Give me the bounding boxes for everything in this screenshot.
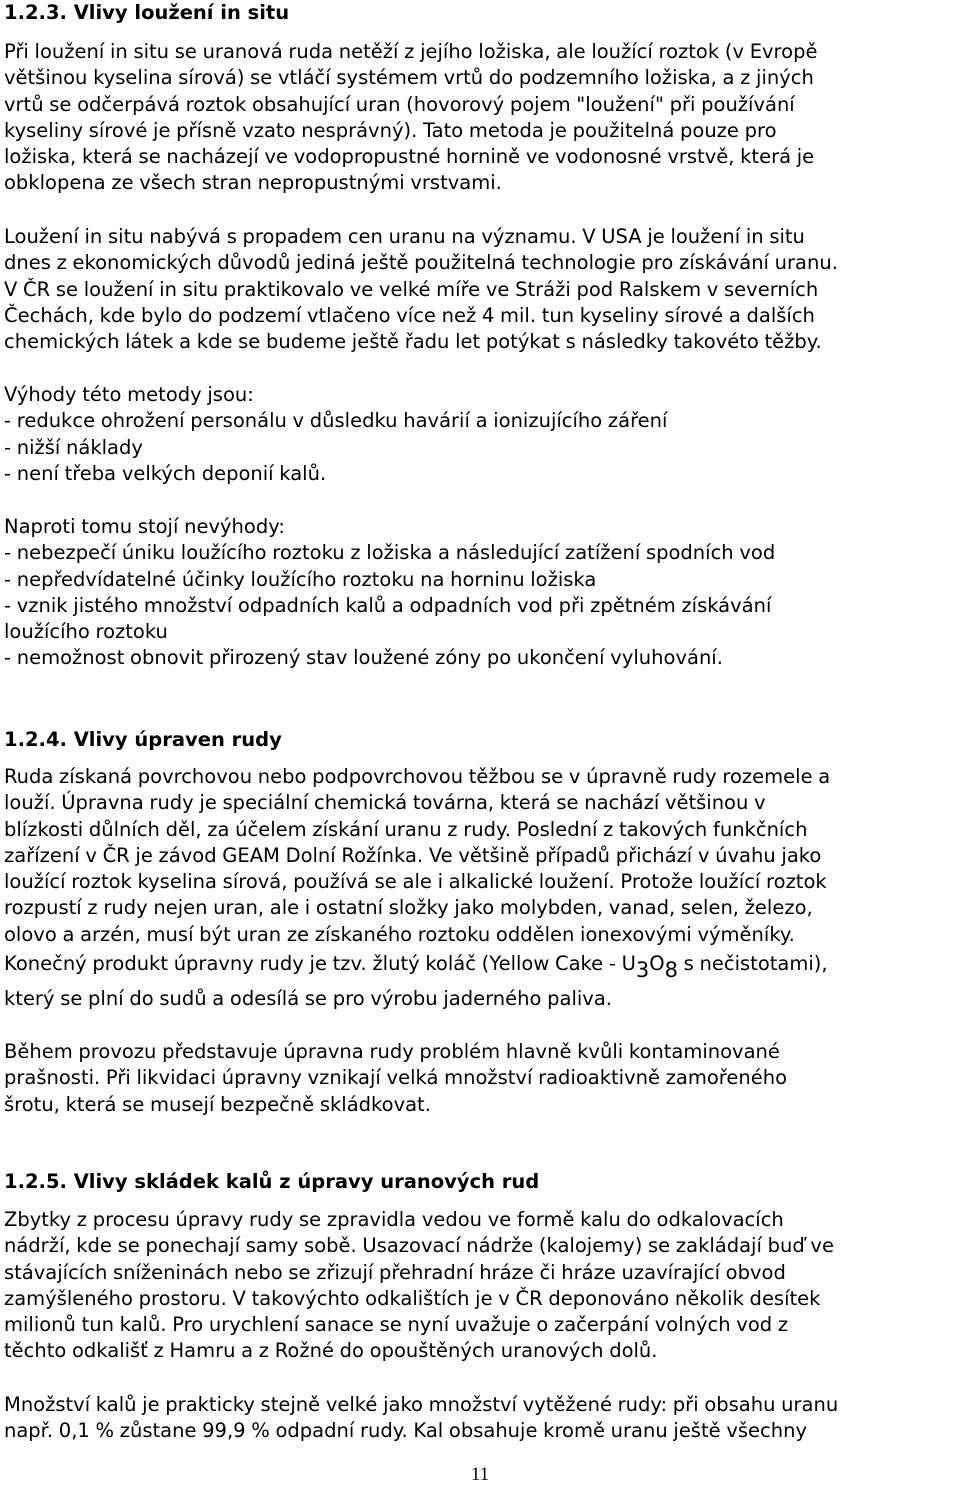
text-line: obklopena ze všech stran nepropustnými vrstvami. (4, 171, 502, 195)
text-line: Během provozu představuje úpravna rudy problém hlavně kvůli kontaminované (4, 1040, 780, 1063)
text-line: olovo a arzén, musí být uran ze získaného roztoku oddělen ionexovými výměníky. (4, 922, 795, 946)
text-line: který se plní do sudů a odesílá se pro výrobu jaderného paliva. (4, 987, 612, 1010)
paragraph-1-2-3-usage (4, 224, 838, 355)
paragraph-1-2-4-main (4, 764, 830, 948)
text-line: Loužení in situ nabývá s propadem cen uranu na významu. V USA je loužení in situ (4, 225, 805, 248)
disadvantages-list (4, 514, 775, 672)
text-line: např. 0,1 % zůstane 99,9 % odpadní rudy. Kal obsahuje kromě uranu ještě všechny (4, 1419, 807, 1443)
text-line: většinou kyselina sírová) se vtláčí systémem vrtů do podzemního ložiska, a z jiných (4, 66, 814, 90)
text-line: zamýšleného prostoru. V takovýchto odkalištích je v ČR deponováno několik desítek (4, 1286, 821, 1310)
formula-before: Konečný produkt úpravny rudy je tzv. žlutý koláč (Yellow Cake - U (4, 952, 636, 975)
text-line: nádrží, kde se ponechají samy sobě. Usazovací nádrže (kalojemy) se zakládají buď ve (4, 1234, 834, 1258)
list-item: - nebezpečí úniku loužícího roztoku z ložiska a následující zatížení spodních vod (4, 541, 776, 565)
paragraph-1-2-3-intro (4, 39, 817, 197)
text-line: loužící roztok kyselina sírová, používá se ale i alkalické loužení. Protože loužící roztok (4, 870, 827, 894)
heading-1-2-5: 1.2.5. Vlivy skládek kalů z úpravy uranových rud (4, 1170, 540, 1193)
text-line: Čechách, kde bylo do podzemí vtlačeno více než 4 mil. tun kyseliny sírové a dalších (4, 303, 815, 327)
text-line: rozpustí z rudy nejen uran, ale i ostatní složky jako molybden, vanad, selen, železo, (4, 896, 813, 920)
advantages-list (4, 382, 667, 487)
text-line: vrtů se odčerpává roztok obsahující uran (hovorový pojem "loužení" při používání (4, 92, 795, 116)
text-line: milionů tun kalů. Pro urychlení sanace se nyní uvažuje o začerpání volných vod z (4, 1313, 789, 1337)
list-item: - vznik jistého množství odpadních kalů a odpadních vod při zpětném získávání (4, 593, 772, 617)
formula-line (4, 951, 828, 982)
text-line: ložiska, která se nacházejí ve vodopropustné hornině ve vodonosné vrstvě, která je (4, 145, 815, 169)
formula-after: s nečistotami), (677, 952, 828, 975)
list-item: - nemožnost obnovit přirozený stav loužené zóny po ukončení vyluhování. (4, 646, 723, 670)
text-line: blízkosti důlních děl, za účelem získání uranu z rudy. Poslední z takových funkčních (4, 817, 808, 841)
paragraph-1-2-5-main (4, 1207, 834, 1365)
list-heading: Výhody této metody jsou: (4, 383, 254, 406)
subscript-3: 3 (635, 958, 650, 982)
formula-mid: O (649, 952, 665, 975)
text-line: stávajících sníženinách nebo se zřizují přehradní hráze či hráze uzavírající obvod (4, 1260, 786, 1284)
list-item: loužícího roztoku (4, 620, 168, 644)
text-line: prašnosti. Při likvidaci úpravny vznikají velká množství radioaktivně zamořeného (4, 1066, 788, 1090)
list-item: - nepředvídatelné účinky loužícího roztoku na horninu ložiska (4, 567, 597, 591)
text-line: V ČR se loužení in situ praktikovalo ve velké míře ve Stráži pod Ralskem v severních (4, 277, 819, 301)
paragraph-1-2-4-operation (4, 1039, 787, 1118)
formula-text (4, 951, 828, 982)
text-line: chemických látek a kde se budeme ještě řadu let potýkat s následky takovéto těžby. (4, 330, 822, 354)
list-item: - není třeba velkých deponií kalů. (4, 461, 327, 485)
paragraph-1-2-4-end (4, 986, 612, 1012)
text-line: šrotu, která se musejí bezpečně skládkovat. (4, 1092, 431, 1116)
heading-1-2-3: 1.2.3. Vlivy loužení in situ (4, 1, 290, 24)
text-line: těchto odkališť z Hamru a z Rožné do opouštěných uranových dolů. (4, 1339, 658, 1363)
page-number: 11 (470, 1464, 490, 1485)
text-line: Při loužení in situ se uranová ruda netěží z jejího ložiska, ale loužící roztok (v Evropě (4, 40, 818, 63)
heading-1-2-4: 1.2.4. Vlivy úpraven rudy (4, 728, 282, 751)
text-line: kyseliny sírové je přísně vzato nesprávný). Tato metoda je použitelná pouze pro (4, 118, 777, 142)
paragraph-1-2-5-quantity (4, 1392, 838, 1445)
text-line: Zbytky z procesu úpravy rudy se zpravidla vedou ve formě kalu do odkalovacích (4, 1208, 784, 1231)
list-item: - redukce ohrožení personálu v důsledku havárií a ionizujícího záření (4, 409, 668, 433)
subscript-8: 8 (664, 958, 678, 982)
text-line: Ruda získaná povrchovou nebo podpovrchovou těžbou se v úpravně rudy rozemele a (4, 765, 831, 788)
text-line: Množství kalů je prakticky stejně velké jako množství vytěžené rudy: při obsahu uranu (4, 1393, 839, 1416)
list-heading: Naproti tomu stojí nevýhody: (4, 515, 285, 538)
list-item: - nižší náklady (4, 435, 143, 459)
text-line: dnes z ekonomických důvodů jediná ještě použitelná technologie pro získávání uranu. (4, 251, 838, 275)
text-line: louží. Úpravna rudy je speciální chemická továrna, která se nachází většinou v (4, 791, 766, 815)
text-line: zařízení v ČR je závod GEAM Dolní Rožínka. Ve většině případů přichází v úvahu jako (4, 843, 822, 867)
